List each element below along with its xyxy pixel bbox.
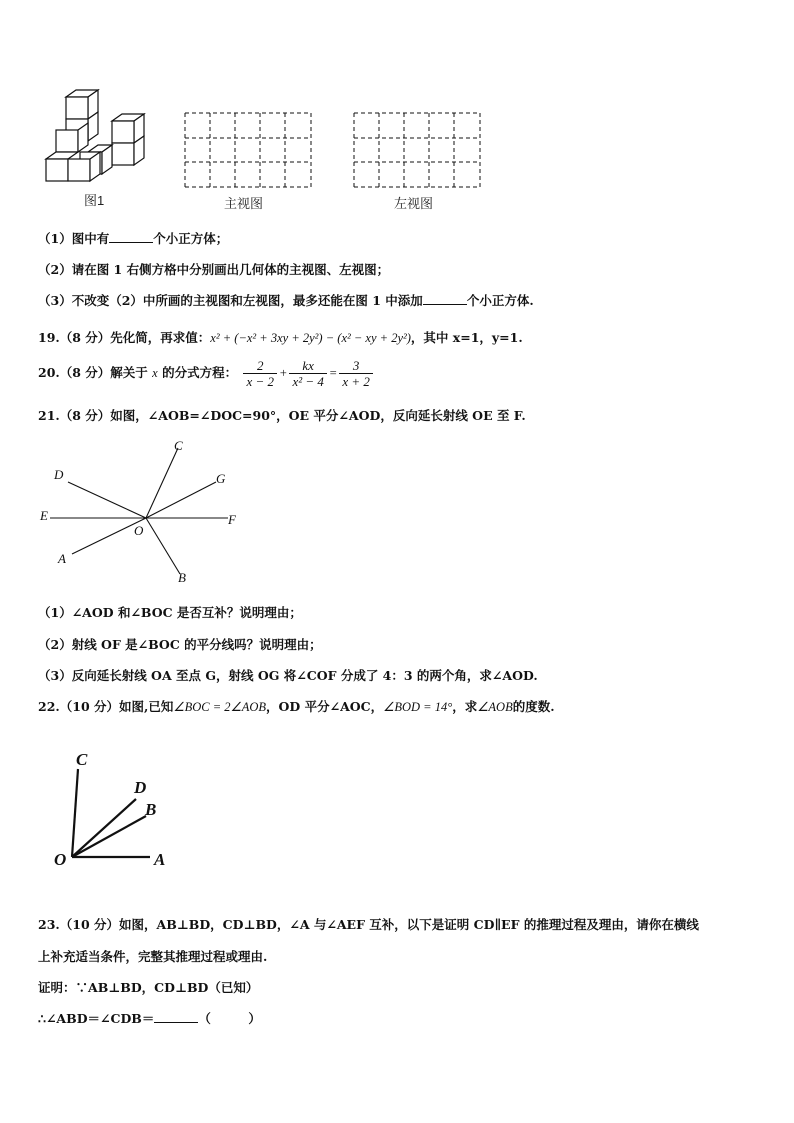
cube-stack-figure: [40, 88, 160, 192]
q22-label-C: C: [76, 750, 88, 769]
q21-part2: （2）射线 OF 是∠BOC 的平分线吗？说明理由；: [38, 637, 322, 652]
figure1-caption: 图1: [84, 193, 105, 208]
q19-expression: x² + (−x² + 3xy + 2y²) − (x² − xy + 2y²): [210, 331, 411, 345]
q21-label-F: F: [228, 512, 236, 527]
q21-label-C: C: [174, 438, 183, 453]
q21-label-D: D: [54, 467, 64, 482]
q22-label-B: B: [145, 800, 157, 819]
q21-label-O: O: [134, 523, 144, 538]
q18-part3: （3）不改变（2）中所画的主视图和左视图，最多还能在图 1 中添加 个小正方体.: [38, 293, 534, 308]
q20-fraction-2: $\frac{kx}{\text{x² − 4}}$: [289, 358, 326, 389]
front-view-caption: 主视图: [224, 196, 264, 211]
q23-proof-line1: 证明：∵AB⊥BD，CD⊥BD（已知）: [38, 980, 259, 995]
q22-label-A: A: [154, 850, 166, 869]
q22-label-D: D: [134, 778, 147, 797]
q21-part1: （1）∠AOD 和∠BOC 是否互补？说明理由；: [38, 605, 302, 620]
q23-answer-blank[interactable]: [154, 1010, 198, 1023]
q19-stem: 19.（8 分）先化简，再求值：x² + (−x² + 3xy + 2y²) − (x² − xy + 2y²)，其中 x=1，y=1.: [38, 330, 523, 345]
q20-stem: 20.（8 分）解关于 x 的分式方程： $\frac{2}{x - 2}$ + $\frac{kx}{\text{x² − 4}}$ = $\frac{3}{x + 2}$: [38, 358, 375, 389]
q18-part2: （2）请在图 1 右侧方格中分别画出几何体的主视图、左视图；: [38, 262, 390, 277]
q23-stem-line2: 上补充适当条件，完整其推理过程或理由.: [38, 949, 268, 964]
q21-label-G: G: [216, 471, 226, 486]
q18-answer-blank-1[interactable]: [109, 230, 153, 243]
q21-stem: 21.（8 分）如图，∠AOB=∠DOC=90°，OE 平分∠AOD，反向延长射线 OE 至 F.: [38, 408, 526, 423]
q23-stem-line1: 23.（10 分）如图，AB⊥BD，CD⊥BD，∠A 与∠AEF 互补，以下是证明 CD∥EF 的推理过程及理由，请你在横线: [38, 917, 699, 932]
q20-fraction-1: $\frac{2}{x - 2}$: [243, 358, 277, 389]
q22-stem: 22.（10 分）如图,已知∠BOC = 2∠AOB，OD 平分∠AOC，∠BOD = 14°，求∠AOB的度数.: [38, 699, 555, 714]
q21-label-E: E: [40, 508, 48, 523]
q22-label-O: O: [54, 850, 67, 869]
q22-angle-figure: [48, 745, 178, 875]
q21-label-B: B: [178, 570, 186, 585]
q21-angle-figure: [36, 436, 246, 586]
q18-answer-blank-3[interactable]: [423, 292, 467, 305]
front-view-grid[interactable]: [184, 112, 312, 188]
q20-fraction-3: $\frac{3}{x + 2}$: [339, 358, 373, 389]
q23-proof-line2: ∴∠ABD＝∠CDB＝ （ ）: [38, 1011, 261, 1026]
q21-part3: （3）反向延长射线 OA 至点 G，射线 OG 将∠COF 分成了 4：3 的两个角，求∠AOD.: [38, 668, 538, 683]
q21-label-A: A: [58, 551, 66, 566]
q18-part1: （1）图中有 个小正方体；: [38, 231, 229, 246]
left-view-grid[interactable]: [353, 112, 481, 188]
left-view-caption: 左视图: [394, 196, 434, 211]
